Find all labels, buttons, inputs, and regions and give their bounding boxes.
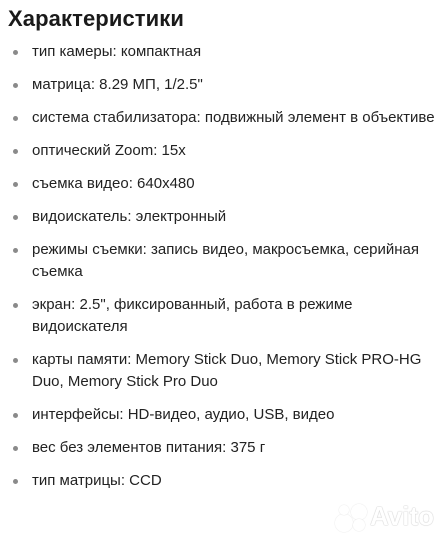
spec-text: режимы съемки: запись видео, макросъемка, серийная съемка: [32, 241, 420, 280]
avito-logo-icon: [333, 502, 367, 532]
bullet-icon: [13, 479, 18, 484]
specs-list: [8, 41, 436, 492]
list-item: [8, 41, 436, 63]
spec-text: система стабилизатора: подвижный элемент в объективе: [32, 109, 435, 126]
bullet-icon: [13, 248, 18, 253]
spec-text: вес без элементов питания: 375 г: [32, 439, 266, 456]
watermark-text: Avito: [369, 501, 434, 531]
bullet-icon: [13, 83, 18, 88]
bullet-icon: [13, 149, 18, 154]
list-item: [8, 206, 436, 228]
list-item: [8, 404, 436, 426]
list-item: [8, 140, 436, 162]
section-title: Характеристики: [8, 6, 185, 31]
list-item: [8, 107, 436, 129]
avito-watermark: [333, 501, 434, 532]
spec-text: интерфейсы: HD-видео, аудио, USB, видео: [32, 406, 335, 423]
list-item: [8, 349, 436, 393]
bullet-icon: [13, 413, 18, 418]
list-item: [8, 294, 436, 338]
spec-text: съемка видео: 640x480: [32, 175, 195, 192]
list-item: [8, 173, 436, 195]
spec-text: экран: 2.5", фиксированный, работа в режиме видоискателя: [32, 296, 353, 335]
list-item: [8, 74, 436, 96]
spec-text: оптический Zoom: 15x: [32, 142, 186, 159]
spec-text: видоискатель: электронный: [32, 208, 227, 225]
list-item: [8, 470, 436, 492]
spec-text: матрица: 8.29 МП, 1/2.5": [32, 76, 203, 93]
bullet-icon: [13, 303, 18, 308]
bullet-icon: [13, 446, 18, 451]
spec-text: карты памяти: Memory Stick Duo, Memory Stick PRO-HG Duo, Memory Stick Pro Duo: [32, 351, 422, 390]
bullet-icon: [13, 116, 18, 121]
bullet-icon: [13, 215, 18, 220]
bullet-icon: [13, 182, 18, 187]
list-item: [8, 437, 436, 459]
spec-text: тип камеры: компактная: [32, 43, 202, 60]
spec-text: тип матрицы: CCD: [32, 472, 162, 489]
bullet-icon: [13, 358, 18, 363]
list-item: [8, 239, 436, 283]
bullet-icon: [13, 50, 18, 55]
